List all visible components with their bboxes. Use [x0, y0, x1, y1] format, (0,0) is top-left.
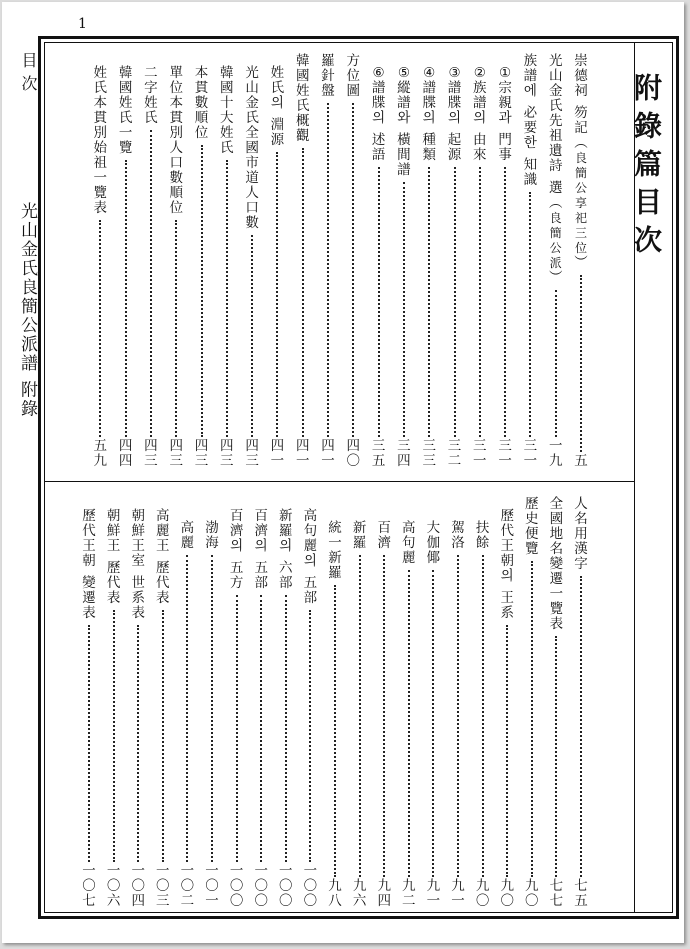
toc-entry-title: 韓 國 十 大 姓 氏: [220, 65, 234, 156]
toc-entry: [317, 55, 339, 470]
toc-entry-page: 四 三: [194, 438, 209, 469]
toc-entry-title: 百 濟 의 五 部: [254, 508, 268, 591]
toc-entry: [292, 55, 314, 470]
toc-entry-title: 大 伽 倻: [426, 520, 441, 566]
toc-entry-page: 七 七: [549, 878, 564, 909]
toc-entry: [393, 67, 415, 470]
toc-entry-page: 四 〇: [346, 438, 361, 469]
toc-entry: [201, 522, 223, 910]
toc-entry: [545, 55, 567, 470]
toc-entry-page: 四 三: [245, 438, 259, 469]
toc-entry-page: 一 〇 〇: [229, 863, 244, 909]
toc-entry: [545, 498, 567, 910]
toc-entry-page: 三 一: [523, 438, 538, 469]
toc-entry-title: 二 字 姓 氏: [144, 65, 158, 126]
toc-entry-title: 族 譜 에 必 要 한 知 識: [523, 53, 538, 188]
toc-entry: [78, 510, 100, 910]
toc-entry-title: 崇 德 祠 笏 記 ︵ 良 簡 公 享 祀 三 位 ︶: [574, 53, 588, 271]
toc-entry-page: 四 三: [169, 438, 183, 469]
toc-entry-page: 三 一: [498, 438, 512, 469]
toc-entry: [398, 522, 420, 910]
toc-entry-page: 九 一: [451, 878, 465, 909]
toc-entry-page: 九 二: [402, 878, 416, 909]
toc-entry-page: 九 八: [328, 878, 342, 909]
toc-entry: [373, 522, 395, 910]
toc-entry: [152, 510, 174, 910]
toc-entry-title: ② 族 譜 의 由 來: [473, 65, 487, 163]
toc-entry: [469, 67, 491, 470]
toc-entry-page: 九 六: [352, 878, 367, 909]
toc-entry-title: 高 麗: [180, 520, 195, 551]
toc-entry-title: 高 麗 王 歷 代 表: [156, 508, 170, 606]
toc-entry-title: 統 一 新 羅: [328, 520, 342, 581]
toc-entry-page: 一 九: [548, 438, 563, 469]
toc-entry-title: 歷 代 王 朝 의 王 系: [500, 508, 514, 621]
toc-entry-title: 本 貫 數 順 位: [194, 65, 209, 141]
toc-entry-page: 一 〇 四: [131, 863, 145, 909]
toc-entry: [165, 67, 187, 470]
toc-entry-page: 七 五: [574, 878, 588, 909]
toc-entry-page: 一 〇 七: [82, 863, 96, 909]
heading-column: [630, 43, 672, 912]
toc-entry-page: 一 〇 〇: [254, 863, 268, 909]
toc-entry: [176, 522, 198, 910]
toc-entry: [444, 67, 466, 470]
toc-entry-title: 高 句 麗: [402, 520, 416, 566]
toc-entry-title: ④ 譜 牒 의 種 類: [422, 65, 436, 163]
toc-entry-title: 扶 餘: [475, 520, 490, 551]
toc-entry: [115, 67, 137, 470]
toc-entry: [447, 522, 469, 910]
toc-entry: [103, 510, 125, 910]
toc-entry: [496, 510, 518, 910]
toc-entry-page: 五 九: [93, 438, 108, 469]
toc-entry-title: 新 羅 의 六 部: [279, 508, 293, 591]
toc-entry-page: 九 〇: [525, 878, 539, 909]
toc-entry-title: 人 名 用 漢 字: [574, 496, 588, 572]
toc-entry-title: ⑥ 譜 牒 의 述 語: [371, 65, 386, 163]
toc-entry-page: 一 〇 〇: [279, 863, 293, 909]
toc-entry-title: ⑤ 縱 譜 와 橫 間 譜: [397, 65, 411, 178]
toc-entry-title: ① 宗 親 과 門 事: [498, 65, 512, 163]
toc-entry-page: 四 一: [270, 438, 285, 469]
toc-entry: [472, 522, 494, 910]
toc-entry: [570, 498, 592, 910]
toc-entry: [342, 55, 364, 470]
toc-inner-frame: [44, 42, 673, 913]
toc-entry-page: 九 〇: [475, 878, 490, 909]
toc-entry-page: 三 三: [422, 438, 436, 469]
toc-entry: [191, 67, 213, 470]
toc-entry: [519, 55, 541, 470]
toc-entry-title: 光 山 金 氏 全 國 市 道 人 口 數: [245, 65, 259, 231]
toc-entry: [226, 510, 248, 910]
toc-entry-page: 一 〇 二: [180, 863, 195, 909]
toc-entry-title: 渤 海: [205, 520, 219, 551]
toc-entry-title: 朝 鮮 王 室 世 系 表: [131, 508, 145, 621]
toc-entry-page: 三 一: [473, 438, 487, 469]
toc-entry-title: 姓 氏 本 貫 別 始 祖 一 覽 表: [93, 65, 108, 216]
toc-entry-title: 高 句 麗 의 五 部: [303, 508, 318, 606]
toc-entry: [250, 510, 272, 910]
toc-entry-page: 三 五: [371, 438, 386, 469]
toc-entry-page: 四 四: [118, 438, 133, 469]
toc-entry: [216, 67, 238, 470]
toc-entry-page: 九 〇: [500, 878, 514, 909]
toc-entry-title: 單 位 本 貫 別 人 口 數 順 位: [169, 65, 183, 216]
book-title-label: 光山金氏良簡公派譜 附錄: [17, 202, 37, 419]
toc-entry: [241, 67, 263, 470]
toc-entry: [368, 67, 390, 470]
toc-entry-page: 四 三: [144, 438, 158, 469]
toc-entry-title: 韓 國 姓 氏 一 覽: [118, 65, 133, 156]
toc-entry-title: 朝 鮮 王 歷 代 表: [106, 508, 121, 606]
toc-entry-page: 四 一: [321, 438, 335, 469]
toc-entry-title: 百 濟: [377, 520, 391, 551]
toc-entry-title: 光 山 金 氏 先 祖 遺 詩 選 ︵ 良 簡 公 派 ︶: [548, 53, 563, 286]
toc-entry-title: 歷 史 便 覽: [525, 496, 539, 557]
toc-entry: [275, 510, 297, 910]
toc-entry-page: 一 〇 六: [106, 863, 121, 909]
page-number: 1: [78, 16, 87, 32]
toc-entry-title: 姓 氏 의 淵 源: [270, 65, 285, 148]
toc-entry-page: 三 四: [397, 438, 411, 469]
toc-entry: [422, 522, 444, 910]
toc-entry-page: 四 三: [220, 438, 234, 469]
toc-entry: [570, 55, 592, 470]
toc-entry: [349, 522, 371, 910]
toc-entry-page: 一 〇 一: [205, 863, 219, 909]
toc-entry-page: 五: [574, 453, 588, 469]
toc-entry-title: 方 位 圖: [346, 53, 361, 99]
toc-entry-page: 九 四: [377, 878, 391, 909]
toc-entry-title: 駕 洛: [451, 520, 465, 551]
toc-entry-title: 新 羅: [352, 520, 367, 551]
toc-entry-title: 百 濟 의 五 方: [229, 508, 244, 591]
toc-entry: [89, 67, 111, 470]
toc-entry-title: 全 國 地 名 變 遷 一 覽 表: [549, 496, 564, 632]
toc-entry-page: 一 〇 三: [156, 863, 170, 909]
toc-entry-title: 羅 針 盤: [321, 53, 335, 99]
section-divider: [45, 481, 635, 482]
toc-entry: [299, 510, 321, 910]
toc-heading: 附錄篇目次: [630, 73, 663, 263]
toc-entry: [494, 67, 516, 470]
toc-entry: [266, 67, 288, 470]
toc-entry-title: 歷 代 王 朝 變 遷 表: [82, 508, 96, 621]
toc-entry: [521, 498, 543, 910]
toc-entry-page: 九 一: [426, 878, 441, 909]
toc-entry-page: 一 〇 〇: [303, 863, 318, 909]
toc-entry: [418, 67, 440, 470]
toc-entry-page: 四 一: [295, 438, 310, 469]
toc-entry: [127, 510, 149, 910]
toc-entry-title: 韓 國 姓 氏 概 觀: [295, 53, 310, 144]
section-label: 目 次: [19, 52, 38, 93]
toc-entry: [140, 67, 162, 470]
page-sheet: [2, 2, 684, 943]
toc-entry: [324, 522, 346, 910]
toc-entry-page: 三 二: [447, 438, 462, 469]
toc-entry-title: ③ 譜 牒 의 起 源: [447, 65, 462, 163]
toc-frame: [38, 36, 679, 919]
